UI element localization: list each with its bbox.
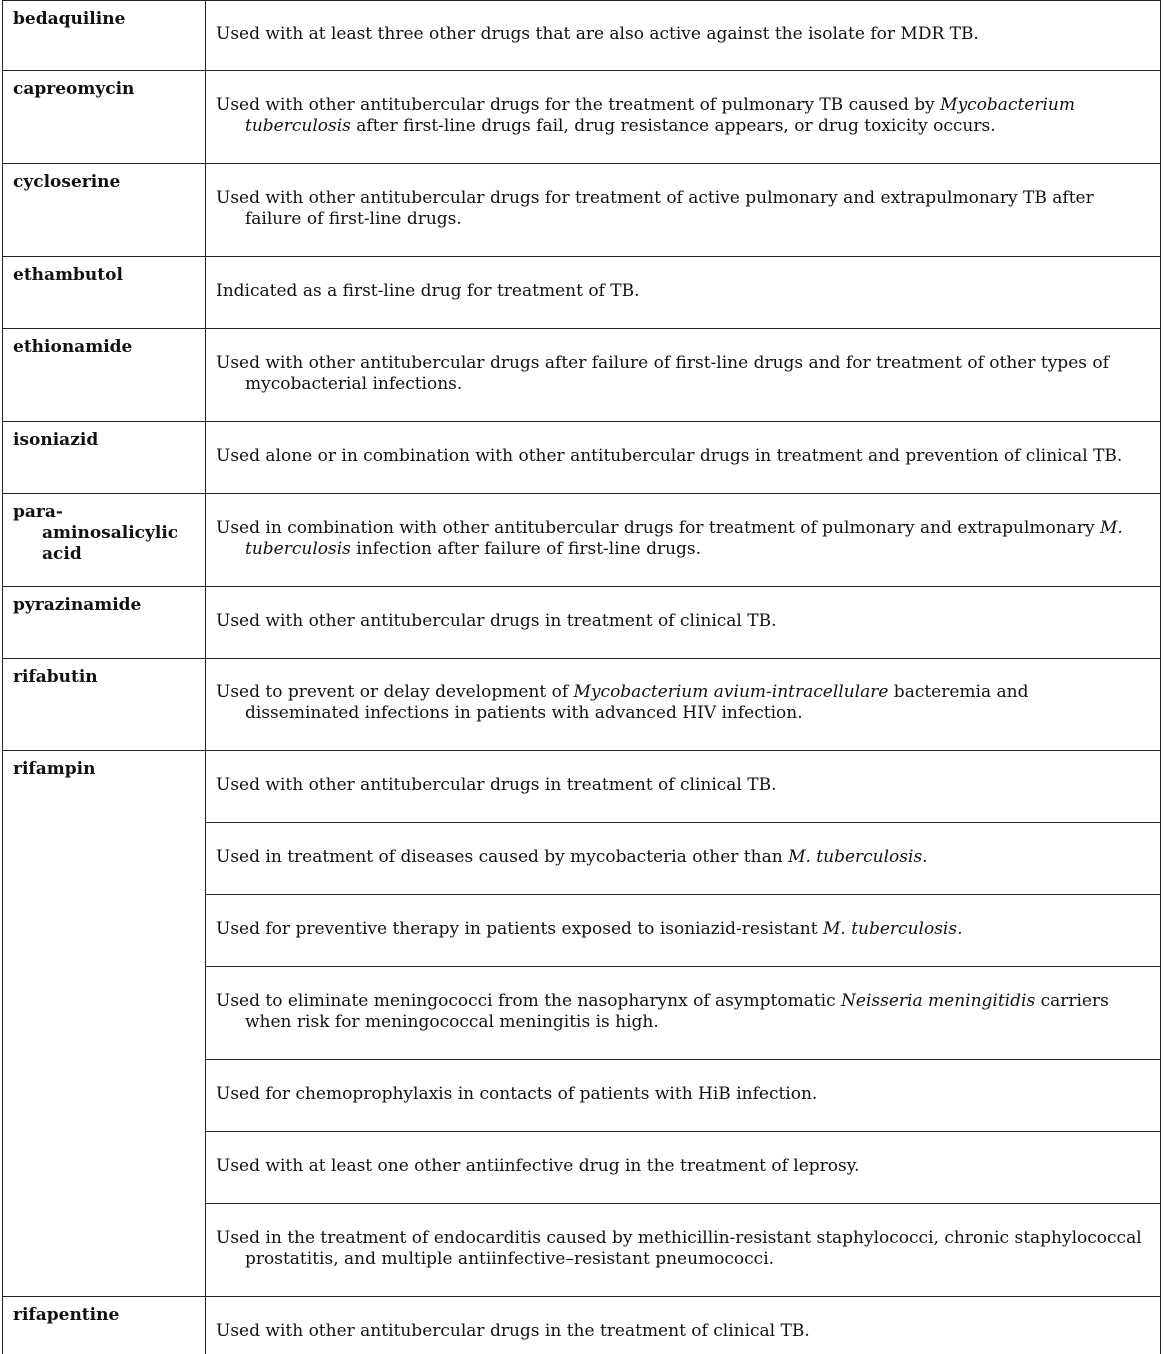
- drug-name: ethambutol: [13, 265, 123, 285]
- drug-name: rifapentine: [13, 1305, 120, 1325]
- drug-name-cell-bedaquiline: [3, 1, 206, 71]
- drug-name: rifampin: [13, 759, 96, 779]
- indication-cell: [206, 257, 1161, 329]
- indication-text-part: carriers when risk for meningococcal meningitis is high.: [245, 991, 1109, 1032]
- indication-text: [216, 164, 1148, 230]
- indication-cell: [206, 494, 1161, 587]
- table-body: [3, 1, 1161, 1354]
- indication-cell: [206, 895, 1161, 967]
- indication-text: [216, 494, 1148, 560]
- indication-text: [216, 329, 1148, 395]
- drug-name: cycloserine: [13, 172, 121, 192]
- table-row: [3, 71, 1161, 164]
- indication-text: [216, 823, 1148, 868]
- indication-text-part: Used for preventive therapy in patients exposed to isoniazid-resistant: [216, 919, 823, 939]
- drug-name: isoniazid: [13, 430, 99, 450]
- indication-cell: [206, 587, 1161, 659]
- indication-text-part: Used with at least three other drugs that are also active against the isolate for MDR TB.: [216, 24, 979, 44]
- indication-text: [216, 659, 1148, 724]
- indication-text: [216, 751, 1148, 796]
- organism-name-italic: M. tuberculosis: [245, 518, 1123, 559]
- drug-name-cell-cycloserine: [3, 164, 206, 257]
- indication-text: [216, 587, 1148, 632]
- indication-text-part: Used with other antitubercular drugs in treatment of clinical TB.: [216, 775, 777, 795]
- indication-cell: [206, 1297, 1161, 1354]
- organism-name-italic: M. tuberculosis.: [822, 919, 963, 939]
- indication-text: [216, 257, 1148, 302]
- organism-name-italic: M. tuberculosis.: [788, 847, 928, 867]
- indication-cell: [206, 1204, 1161, 1297]
- indication-text-part: Used to eliminate meningococci from the nasopharynx of asymptomatic: [216, 991, 842, 1011]
- organism-name-italic: Mycobacterium avium-intracellulare: [573, 682, 889, 702]
- indication-text-part: Used in the treatment of endocarditis caused by methicillin-resistant staphylococci, chronic staphylococcal prostatitis, and multiple antiinfective–resistant pneumococci.: [216, 1228, 1142, 1269]
- drug-name-cell-capreomycin: [3, 71, 206, 164]
- indication-text-part: bacteremia and disseminated infections in patients with advanced HIV infection.: [245, 682, 1029, 723]
- table-row: [3, 587, 1161, 659]
- indication-cell: [206, 164, 1161, 257]
- indication-text-part: Used with other antitubercular drugs in treatment of clinical TB.: [216, 611, 777, 631]
- indication-text: [216, 71, 1148, 137]
- indication-cell: [206, 967, 1161, 1060]
- drug-name-cell-isoniazid: [3, 422, 206, 494]
- drug-indications-table: [2, 0, 1161, 1354]
- drug-name-cell-ethambutol: [3, 257, 206, 329]
- indication-text-part: Used to prevent or delay development of: [216, 682, 574, 702]
- indication-text-part: Indicated as a first-line drug for treatment of TB.: [216, 281, 640, 301]
- indication-text: [216, 1, 1148, 45]
- table-row: [3, 164, 1161, 257]
- indication-cell: [206, 329, 1161, 422]
- table-row: [3, 257, 1161, 329]
- table-row: [3, 422, 1161, 494]
- indication-text-part: Used alone or in combination with other antitubercular drugs in treatment and prevention of clinical TB.: [216, 446, 1123, 466]
- drug-name-cell-ethionamide: [3, 329, 206, 422]
- drug-name: ethionamide: [13, 337, 133, 357]
- indication-cell: [206, 422, 1161, 494]
- drug-name: capreomycin: [13, 79, 135, 99]
- indication-cell: [206, 71, 1161, 164]
- table-row: [3, 659, 1161, 751]
- indication-text: [216, 1060, 1148, 1105]
- organism-name-italic: Mycobacterium tuberculosis: [245, 95, 1075, 136]
- table-row: [3, 329, 1161, 422]
- drug-name: bedaquiline: [13, 9, 126, 29]
- indication-cell: [206, 1132, 1161, 1204]
- drug-name-cell-para-aminosalicylic-acid: [3, 494, 206, 587]
- indication-cell: [206, 823, 1161, 895]
- indication-text: [216, 967, 1148, 1033]
- indication-text-part: Used with other antitubercular drugs for the treatment of pulmonary TB caused by: [216, 95, 941, 115]
- indication-cell: [206, 751, 1161, 823]
- indication-text: [216, 895, 1148, 940]
- indication-cell: [206, 1, 1161, 71]
- table-row: [3, 494, 1161, 587]
- indication-text: [216, 1297, 1148, 1342]
- indication-text-part: Used in combination with other antitubercular drugs for treatment of pulmonary and extrapulmonary: [216, 518, 1100, 538]
- drug-name: pyrazinamide: [13, 595, 142, 615]
- indication-text-part: Used in treatment of diseases caused by mycobacteria other than: [216, 847, 789, 867]
- drug-name-cell-rifampin: [3, 751, 206, 1297]
- organism-name-italic: Neisseria meningitidis: [841, 991, 1036, 1011]
- drug-name-cell-rifapentine: [3, 1297, 206, 1354]
- indication-text-part: Used for chemoprophylaxis in contacts of patients with HiB infection.: [216, 1084, 818, 1104]
- table-row: [3, 1297, 1161, 1354]
- drug-name-cell-pyrazinamide: [3, 587, 206, 659]
- table-row: [3, 1, 1161, 71]
- drug-name: para-aminosalicylic acid: [13, 502, 179, 564]
- indication-text: [216, 422, 1148, 467]
- table-row: [3, 751, 1161, 823]
- drug-name: rifabutin: [13, 667, 98, 687]
- indication-text-part: Used with other antitubercular drugs in the treatment of clinical TB.: [216, 1321, 810, 1341]
- indication-text-part: Used with other antitubercular drugs for treatment of active pulmonary and extrapulmonary TB after failure of first-line drugs.: [216, 188, 1094, 229]
- indication-text-part: Used with other antitubercular drugs after failure of first-line drugs and for treatment of other types of mycobacterial infections.: [216, 353, 1109, 394]
- drug-name-cell-rifabutin: [3, 659, 206, 751]
- indication-cell: [206, 659, 1161, 751]
- indication-text-part: after first-line drugs fail, drug resistance appears, or drug toxicity occurs.: [350, 116, 996, 136]
- indication-text: [216, 1132, 1148, 1177]
- indication-text-part: infection after failure of first-line drugs.: [350, 539, 702, 559]
- indication-text: [216, 1204, 1148, 1270]
- indication-text-part: Used with at least one other antiinfective drug in the treatment of leprosy.: [216, 1156, 860, 1176]
- indication-cell: [206, 1060, 1161, 1132]
